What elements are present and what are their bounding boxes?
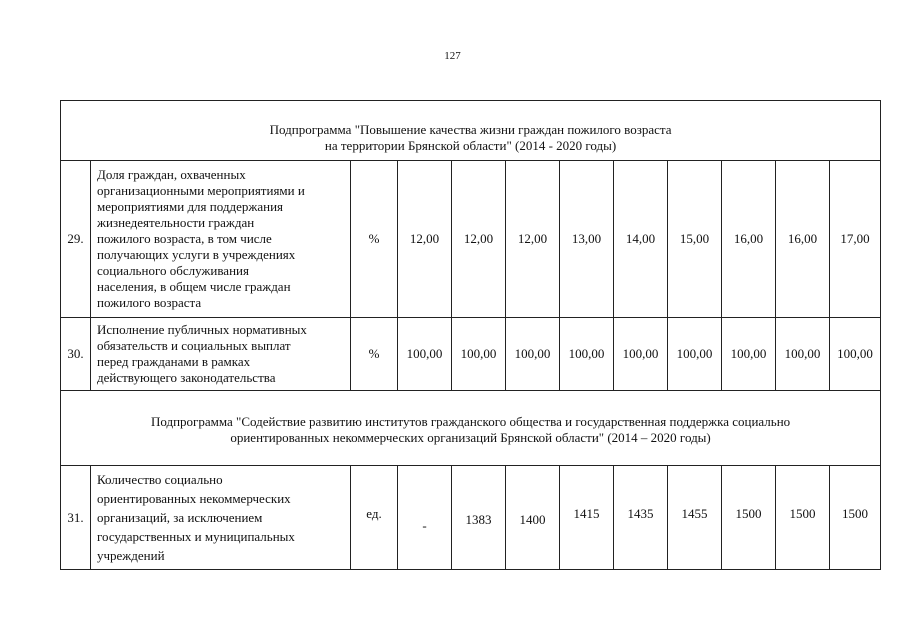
description-line: Исполнение публичных нормативных (97, 322, 307, 337)
value-cell: 1383 (452, 466, 506, 570)
description-line: пожилого возраста (97, 295, 202, 310)
value-cell: 1500 (722, 466, 776, 570)
value-cell: 16,00 (776, 161, 830, 318)
value-cell: 1415 (560, 466, 614, 570)
indicator-description (91, 466, 351, 570)
value-cell: 1500 (830, 466, 881, 570)
value-cell: 17,00 (830, 161, 881, 318)
value-cell: 13,00 (560, 161, 614, 318)
description-line: получающих услуги в учреждениях (97, 247, 296, 262)
description-line: учреждений (97, 548, 165, 563)
value-cell: 12,00 (452, 161, 506, 318)
description-line: жизнедеятельности граждан (97, 215, 255, 230)
value-cell: 100,00 (506, 318, 560, 391)
value-cell: 14,00 (614, 161, 668, 318)
description-line: мероприятиями для поддержания (97, 199, 283, 214)
row-number: 30. (61, 318, 91, 391)
value-cell: 100,00 (830, 318, 881, 391)
indicator-description (91, 161, 351, 318)
section-title (61, 101, 881, 161)
section-title-line: Подпрограмма "Повышение качества жизни граждан пожилого возраста (269, 121, 672, 137)
value-cell: 100,00 (560, 318, 614, 391)
description-line: пожилого возраста, в том числе (97, 231, 272, 246)
section-header-row (61, 101, 881, 161)
value-cell: 12,00 (506, 161, 560, 318)
value-cell: 100,00 (614, 318, 668, 391)
description-line: организаций, за исключением (97, 510, 263, 525)
section-title (61, 391, 881, 466)
value-cell: 1400 (506, 466, 560, 570)
description-line: населения, в общем числе граждан (97, 279, 291, 294)
value-cell: 1455 (668, 466, 722, 570)
unit-cell: % (351, 318, 398, 391)
value-cell: 1500 (776, 466, 830, 570)
description-line: Количество социально (97, 472, 223, 487)
description-line: перед гражданами в рамках (97, 354, 251, 369)
section-title-line: на территории Брянской области" (2014 - 2020 годы) (324, 137, 617, 153)
description-line: ориентированных некоммерческих (97, 491, 291, 506)
description-line: организационными мероприятиями и (97, 183, 305, 198)
section-title-line: ориентированных некоммерческих организаций Брянской области" (2014 – 2020 годы) (230, 430, 711, 445)
value-cell: 100,00 (668, 318, 722, 391)
page-number: 127 (444, 50, 461, 62)
value-cell: 100,00 (452, 318, 506, 391)
description-line: действующего законодательства (97, 370, 276, 385)
value-cell: 1435 (614, 466, 668, 570)
description-line: обязательств и социальных выплат (97, 338, 291, 353)
value-cell: 100,00 (722, 318, 776, 391)
value-cell: 15,00 (668, 161, 722, 318)
value-cell: - (398, 466, 452, 570)
row-number: 31. (61, 466, 91, 570)
description-line: государственных и муниципальных (97, 529, 295, 544)
value-cell: 100,00 (398, 318, 452, 391)
table-row (61, 466, 881, 570)
row-number: 29. (61, 161, 91, 318)
section-header-row (61, 391, 881, 466)
value-cell: 100,00 (776, 318, 830, 391)
value-cell: 16,00 (722, 161, 776, 318)
indicator-description (91, 318, 351, 391)
unit-cell: % (351, 161, 398, 318)
table-row (61, 318, 881, 391)
unit-cell: ед. (351, 466, 398, 570)
value-cell: 12,00 (398, 161, 452, 318)
description-line: социального обслуживания (97, 263, 249, 278)
table-row (61, 161, 881, 318)
indicators-table (60, 100, 881, 570)
description-line: Доля граждан, охваченных (97, 167, 246, 182)
section-title-line: Подпрограмма "Содействие развитию институтов гражданского общества и государственная поддержка социально (150, 414, 791, 429)
